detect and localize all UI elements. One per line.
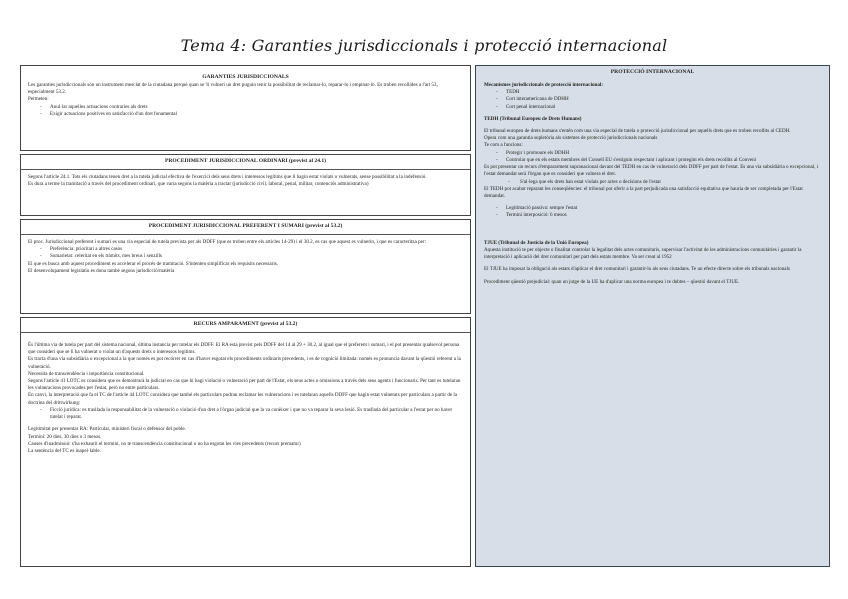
garanties-permeten: Permeten: bbox=[28, 96, 49, 103]
garanties-intro: Les garanties jurisdiccionals són un instrument mesclat de la ciutadana perquè quan se 'li vulneri un dret puguin tenir la possibilitat de reclamar-lo, reparar-lo i empinar-lo. Es troben recollides a l'art 53, especialment 53.2. bbox=[28, 81, 438, 96]
garanties-heading: GARANTIES JURISDICCIONALS bbox=[202, 74, 289, 80]
tedh-paragraph: Opera com una garantia supletòria als sistemes de protecció jurisdiccionals nacionals bbox=[484, 135, 658, 142]
preferent-heading: PROCEDIMENT JURISDICCIONAL PREFERENT I SUMARI (previst al 53.2) bbox=[21, 220, 470, 235]
preferent-paragraph: El desenvolupament legislatiu es dona també segons jurisdicció/matèria bbox=[28, 267, 175, 274]
tedh-paragraph: El tribunal europeu de drets humans s'entén com una via especial de tutela o protecció jurisdiccional per aquells drets que es troben recollits al CEDH. bbox=[484, 128, 791, 135]
empara-paragraph: Causes d'inadmissió: s'ha exhaurit el termini, no te transcendència constitucional o no ha esgotat les vies precedents (recurs prematur) bbox=[28, 440, 301, 447]
tedh-paragraph: El TEDH pot acabar reparant les conseqüències: el tribunal pot oferir a la part perjudicada una satisfacció equitativa que hauria de ser completada per l'Estat demandat. bbox=[484, 185, 803, 199]
tedh-items-list bbox=[484, 205, 821, 219]
tedh-heading: TEDH (Tribunal Europeu de Drets Humans) bbox=[484, 115, 582, 122]
ordinari-box bbox=[20, 154, 471, 216]
empara-paragraph: Necessita de transcendència i importància constitucional. bbox=[28, 370, 145, 377]
internacional-box bbox=[475, 65, 830, 567]
list-item: - TEDH bbox=[484, 89, 821, 96]
tjue-paragraph: El TJUE ha imposat la obligació als estats d'aplicar el dret comunitari i garantir-lo als seus ciutadans. Te un efecte directe sobre els tribunals nacionals bbox=[484, 266, 790, 273]
empara-paragraph: Termini: 20 dies, 30 dies o 3 mesos. bbox=[28, 433, 102, 440]
tedh-sub-list bbox=[484, 179, 821, 186]
list-item: - Preferència: prioritari a altres casos bbox=[28, 246, 463, 253]
ordinari-paragraph: Segons l'article 24.1. Tots els ciutadans tenen dret a la tutela judicial efectiva de l'exercici dels seus drets i interessos legítims que li hagin estat violats o vulnerats, sense possibilitat a la indefensió. bbox=[28, 173, 427, 180]
list-item: - S'al·lega que els drets han estat violats per actes o decisions de l'estat bbox=[484, 179, 821, 186]
mecanismes-label: Mecanismes jurisdiccionals de protecció internacional: bbox=[484, 81, 604, 88]
preferent-list bbox=[28, 246, 463, 260]
internacional-heading: PROTECCIÓ INTERNACIONAL bbox=[610, 69, 695, 75]
list-item: - Protegir i promoure els DDHH bbox=[484, 150, 821, 157]
list-item: - Anul·lar aquelles actuacions contraries als drets bbox=[28, 104, 463, 111]
empara-heading: RECURS AMPARAMENT (previst al 53.2) bbox=[21, 318, 470, 333]
garanties-box bbox=[20, 65, 471, 151]
list-item: - Legitimació passiva: sempre l'estat bbox=[484, 205, 821, 212]
list-item: - Ficció jurídica: es trasllada la responsabilitat de la vulneració o violació d'un dret a l'òrgan judicial que la va conèixer i que no va reparar la seva lesió. Es trasllada del particular a l'estat per no haver tutelat i reparat. bbox=[28, 407, 463, 421]
list-item: - Termini interposició: 6 mesos bbox=[484, 212, 821, 219]
list-item: - Cort penal internacional bbox=[484, 104, 821, 111]
list-item: - Cort interamericana de DDHH bbox=[484, 96, 821, 103]
empara-box bbox=[20, 317, 471, 567]
ordinari-heading: PROCEDIMENT JURISDICCIONAL ORDINARI (previst al 24.1) bbox=[21, 155, 470, 170]
ordinari-paragraph: Es dura a terme la tramitació a través del procediment ordinari, que varia segons la matèria a tractar (jurisdicció civil, laboral, penal, militar, contenciós administrativa) bbox=[28, 181, 369, 188]
empara-paragraph: Legitimitat per presentar RA: Particular, ministeri fiscal o defensor del poble. bbox=[28, 426, 186, 433]
empara-list bbox=[28, 407, 463, 421]
empara-paragraph: És l'última via de tutela per part del sistema nacional, última instancia per tutelar els DDFF. El RA esta previst pels DDFF del 14 al 29 + 30.2, al igual que el preferent i sumari, i el pot presentar qualsevol persona que consideri que se li ha vulnerat o violat un d'aquests drets o interessos legítims. bbox=[28, 341, 460, 356]
preferent-box bbox=[20, 219, 471, 314]
empara-paragraph: En canvi, la interpretació que fa el TC de l'article 44 LOTC considera que també els particulars podran reclamar les vulneracions i es tutelaran aquells DDFF que hagin estat vulnerats per particulars a partir de la doctrina del drittwirkung: bbox=[28, 392, 458, 406]
tjue-heading: TJUE (Tribunal de Justícia de la Unió Europea) bbox=[484, 239, 589, 246]
tedh-funcions-list bbox=[484, 150, 821, 164]
garanties-list bbox=[28, 104, 463, 118]
list-item: - Controlar que en els estats membres del Consell EU s'estiguin respectant i aplicant i protegint els drets recollits al Conveni bbox=[484, 157, 821, 164]
empara-paragraph: Es tracta d'una via subsidiària o excepcional a la que només es pot recórrer en cas d'haver esgotat els procediments ordinaris precedents, i es de cognició limitada: només es pronuncia davant la qüestió referent a la vulneració. bbox=[28, 356, 461, 370]
tedh-paragraph: Es pot presentar un recurs d'empararment supranacional davant del TEDH en cas de vulneració dels DDFF per part de l'estat. Es una via subsidiària o excepcional, i l'estat demandat serà l'òrgan que es consideri que vulnera el dret. bbox=[484, 164, 819, 178]
list-item: - Exigir actuacions positives en satisfacció d'un dret fonamental bbox=[28, 111, 463, 118]
mecanismes-list bbox=[484, 89, 821, 111]
empara-paragraph: Segons l'article 41 LOTC es considera que es demostrarà la judicial en cas que hi hagi violació o vulneració per part de l'Estat, els seus actes o omissions a través dels seus agents i funcionaris. Per tant es tutelaran les vulneracions provocades per l'estat, però no entre particulars. bbox=[28, 378, 461, 392]
tedh-paragraph: Te com a funcions: bbox=[484, 142, 523, 149]
list-item: - Sumarietat: celeritat en els tràmits, mes breus i senzills bbox=[28, 253, 463, 260]
preferent-paragraph: El que es busca amb aquest procediment es accelerar el procés de tramitació. S'intenten simplificar els requisits necessaris. bbox=[28, 260, 278, 267]
preferent-paragraph: El proc. Jurisdiccional preferent i sumari es una via especial de tutela prevista per als DDFF (que es troben entre els articles 14-29) i el 30.2, es cas que aquest es vulnerin, i que es caracteritza per: bbox=[28, 238, 427, 245]
tjue-paragraph: Procediment qüestió prejudicial: quan un jutge de la UE ha d'aplicar una norma europea i te dubtes – qüestió davant el TJUE. bbox=[484, 278, 740, 285]
empara-paragraph: La sentència del TC es inapel·lable. bbox=[28, 448, 101, 454]
tjue-paragraph: Aquesta institució te per objecte o finalitat controlar la legalitat dels actes comunitaris, supervisar l'activitat de les administracions comunitàries i garantir la interpretació i aplicació del dret comunitari per part dels estats membre. Va ser creat al 1952 bbox=[484, 246, 802, 261]
page-title: Tema 4: Garanties jurisdiccionals i protecció internacional bbox=[180, 36, 668, 55]
